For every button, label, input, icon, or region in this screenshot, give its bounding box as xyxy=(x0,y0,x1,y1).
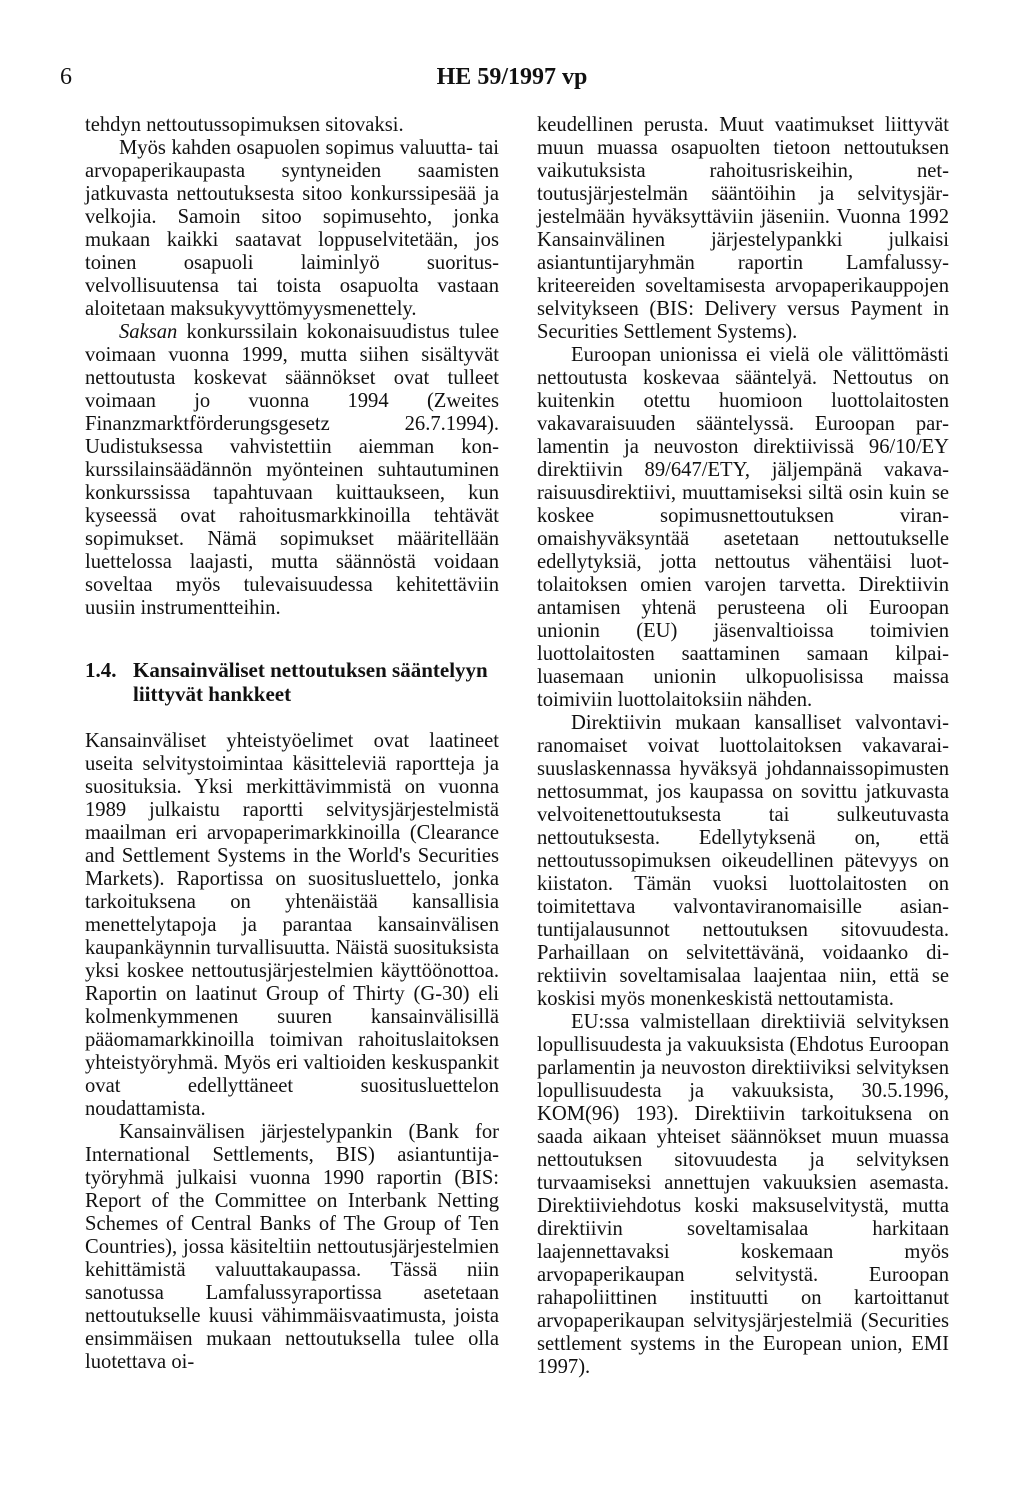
paragraph-text: konkurssilain kokonaisuudistus tulee voimaan vuonna 1999, mutta siihen sisältyvät nettoutusta koskevat säännökset ovat tulleet voimaan jo vuonna 1994 (Zweites Finanzmarktförderungsgesetz 26.7.1994). Uudistuksessa vahvistettiin aiemman konkurssilainsäädännön myönteinen suhtautuminen konkurssissa tapahtuvaan kuittaukseen, kun kyseessä ovat rahoitusmarkkinoilla tehtävät sopimukset. Nämä sopimukset määritellään luettelossa laajasti, mutta säännöstä voidaan soveltaa myös tulevaisuudessa kehitettäviin uusiin instrumentteihin. xyxy=(85,321,499,619)
paragraph: Kansainväliset yhteistyöelimet ovat laatineet useita selvitystoimintaa käsitteleviä raportteja ja suosituksia. Yksi merkittävimmistä on vuonna 1989 julkaistu raportti selvitysjärjestelmistä maailman eri arvopaperimarkkinoilla (Clearance and Settlement Systems in the World's Securities Markets). Raportissa on suositusluettelo, jonka tarkoituksena on yhtenäistää kansallisia menettelytapoja ja parantaa kansainvälisen kaupankäynnin turvallisuutta. Näistä suosituksista yksi koskee nettoutusjärjestelmien käyttöönottoa. Raportin on laatinut Group of Thirty (G-30) eli kolmenkymmenen suuren kansainvälisillä pääomamarkkinoilla toimivan rahoituslaitoksen yhteistyöryhmä. Myös eri valtioiden keskuspankit ovat edellyttäneet suositusluettelon noudattamista. xyxy=(85,730,499,1120)
right-column xyxy=(537,114,949,1379)
paragraph: Euroopan unionissa ei vielä ole välittömästi nettoutusta koskevaa sääntelyä. Nettoutus on kuitenkin otettu huomioon luottolaitosten vakavaraisuuden sääntelyssä. Euroopan parlamentin ja neuvoston direktiivissä 96/10/EY direktiivin 89/647/ETY, jäljempänä vakavaraisuusdirektiivi, muuttamiseksi siltä osin kuin se koskee sopimusnettoutuksen viranomaishyväksyntää asetetaan nettoutukselle edellytyksiä, jotta nettoutus vähentäisi luottolaitoksen omien varojen tarvetta. Direktiivin antamisen yhtenä perusteena oli Euroopan unionin (EU) jäsenvaltioissa toimivien luottolaitosten saattaminen samaan kilpailuasemaan unionin ulkopuolisissa maissa toimiviin luottolaitoksiin nähden. xyxy=(537,344,949,711)
paragraph: Direktiivin mukaan kansalliset valvontaviranomaiset voivat luottolaitoksen vakavaraisuuslaskennassa hyväksyä johdannaissopimusten nettosummat, jos kaupassa on sovittu jatkuvasta velvoitenettoutuksesta tai sulkeutuvasta nettoutuksesta. Edellytyksenä on, että nettoutussopimuksen oikeudellinen pätevyys on kiistaton. Tämän vuoksi luottolaitosten on toimitettava valvontaviranomaisille asiantuntijalausunnot nettoutuksen sitovuudesta. Parhaillaan on selvitettävänä, voidaanko direktiivin soveltamisalaa laajentaa niin, että se koskisi myös monenkeskistä nettoutamista. xyxy=(537,712,949,1010)
paragraph: Kansainvälisen järjestelypankin (Bank for International Settlements, BIS) asiantuntijatyöryhmä julkaisi vuonna 1990 raportin (BIS: Report of the Committee on Interbank Netting Schemes of Central Banks of The Group of Ten Countries), jossa käsiteltiin nettoutusjärjestelmien kehittämistä valuuttakaupassa. Tässä niin sanotussa Lamfalussyraportissa asetetaan nettoutukselle kuusi vähimmäisvaatimusta, joista ensimmäisen mukaan nettoutuksella tulee olla luotettava oi- xyxy=(85,1121,499,1373)
emphasized-word: Saksan xyxy=(119,321,178,343)
section-title: Kansainväliset nettoutuksen sääntelyyn liittyvät hankkeet xyxy=(133,658,488,706)
paragraph: keudellinen perusta. Muut vaatimukset liittyvät muun muassa osapuolten tietoon nettoutuksen vaikutuksista rahoitusriskeihin, nettoutusjärjestelmän sääntöihin ja selvitysjärjestelmään hyväksyttäviin jäseniin. Vuonna 1992 Kansainvälinen järjestelypankki julkaisi asiantuntijaryhmän raportin Lamfalussykriteereiden soveltamisesta arvopaperikauppojen selvitykseen (BIS: Delivery versus Payment in Securities Settlement Systems). xyxy=(537,114,949,343)
left-column xyxy=(85,114,499,1374)
paragraph: EU:ssa valmistellaan direktiiviä selvityksen lopullisuudesta ja vakuuksista (Ehdotus Euroopan parlamentin ja neuvoston direktiiviksi selvityksen lopullisuudesta ja vakuuksista, 30.5.1996, KOM(96) 193). Direktiivin tarkoituksena on saada aikaan yhteiset säännökset muun muassa nettoutuksen sitovuudesta ja selvityksen turvaamiseksi annettujen vakuuksien asemasta. Direktiiviehdotus koski maksuselvitystä, mutta direktiivin soveltamisalaa harkitaan laajennettavaksi koskemaan myös arvopaperikaupan selvitystä. Euroopan rahapoliittinen instituutti on kartoittanut arvopaperikaupan selvitysjärjestelmiä (Securities settlement systems in the European union, EMI 1997). xyxy=(537,1011,949,1378)
section-number: 1.4. xyxy=(85,658,117,682)
paragraph xyxy=(85,321,499,620)
paragraph: tehdyn nettoutussopimuksen sitovaksi. xyxy=(85,114,404,136)
page-number: 6 xyxy=(60,64,72,90)
running-head: HE 59/1997 vp xyxy=(436,64,588,90)
section-heading xyxy=(85,658,499,706)
paragraph: Myös kahden osapuolen sopimus valuutta- tai arvopaperikaupasta syntyneiden saamisten jatkuvasta nettoutuksesta sitoo konkurssipesää ja velkojia. Samoin sitoo sopimusehto, jonka mukaan kaikki saatavat loppuselvitetään, jos toinen osapuoli laiminlyö suoritusvelvollisuutensa tai toista osapuolta vastaan aloitetaan maksukyvyttömyysmenettely. xyxy=(85,137,499,320)
